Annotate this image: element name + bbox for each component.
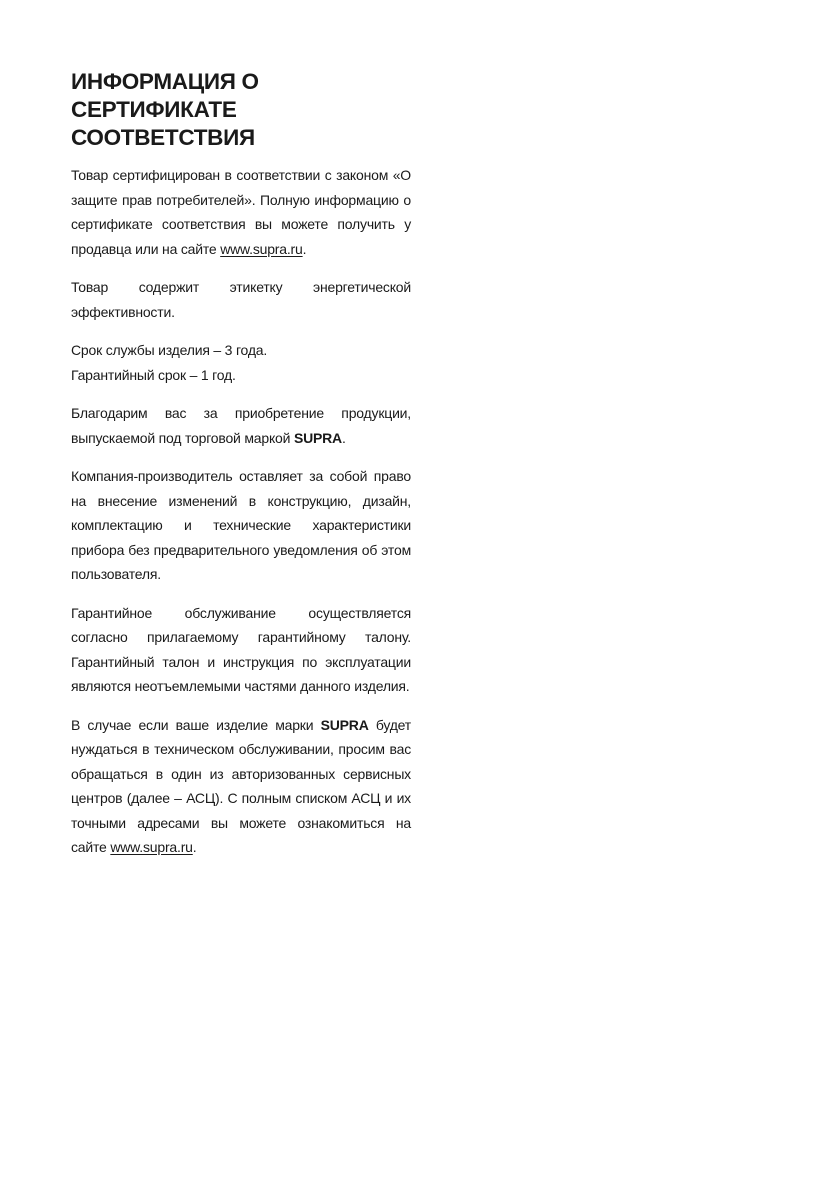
warranty-service-text: Гарантийное обслуживание осуществляется согласно прилагаемому гарантийному талону. Гарантийный талон и инструкция по эксплуатации являются неотъемлемыми частями данного изделия.	[71, 604, 411, 694]
energy-label-text: Товар содержит этикетку энергетической эффективности.	[71, 279, 411, 320]
changes-text: Компания-производитель оставляет за собой право на внесение изменений в конструкцию, дизайн, комплектацию и технические характеристики прибора без предварительного уведомления об этом пользователя.	[71, 468, 411, 582]
warranty-term-text: Гарантийный срок – 1 год.	[71, 366, 236, 383]
brand-name: SUPRA	[320, 716, 369, 733]
energy-label-paragraph	[71, 275, 411, 324]
service-centers-text-middle: будет нуждаться в техническом обслуживании, просим вас обращаться в один из авторизованных сервисных центров (далее – АСЦ). С полным списком АСЦ и их точными адресами вы можете ознакомиться на сайте	[71, 716, 411, 855]
thanks-text-end: .	[341, 429, 346, 446]
service-centers-text: В случае если ваше изделие марки	[71, 716, 321, 733]
title-line-1: ИНФОРМАЦИЯ О СЕРТИФИКАТЕ	[71, 69, 259, 122]
terms-paragraph	[71, 338, 411, 387]
changes-paragraph	[71, 464, 411, 587]
service-centers-paragraph	[71, 713, 411, 860]
thanks-text: Благодарим вас за приобретение продукции, выпускаемой под торговой маркой	[71, 405, 411, 446]
thanks-paragraph	[71, 401, 411, 450]
title-line-2: СООТВЕТСТВИЯ	[71, 125, 255, 150]
service-life-text: Срок службы изделия – 3 года.	[71, 342, 268, 358]
certificate-text: Товар сертифицирован в соответствии с законом «О защите прав потребителей». Полную информацию о сертификате соответствия вы можете получить у продавца или на сайте	[71, 167, 411, 257]
document-page	[71, 68, 411, 874]
brand-name: SUPRA	[293, 429, 342, 446]
supra-website-link[interactable]: www.supra.ru	[110, 839, 193, 855]
service-centers-text-end: .	[192, 839, 197, 855]
warranty-service-paragraph	[71, 601, 411, 699]
supra-website-link[interactable]: www.supra.ru	[220, 240, 303, 257]
certificate-paragraph	[71, 163, 411, 261]
page-title	[71, 68, 411, 152]
certificate-text-end: .	[302, 240, 307, 257]
